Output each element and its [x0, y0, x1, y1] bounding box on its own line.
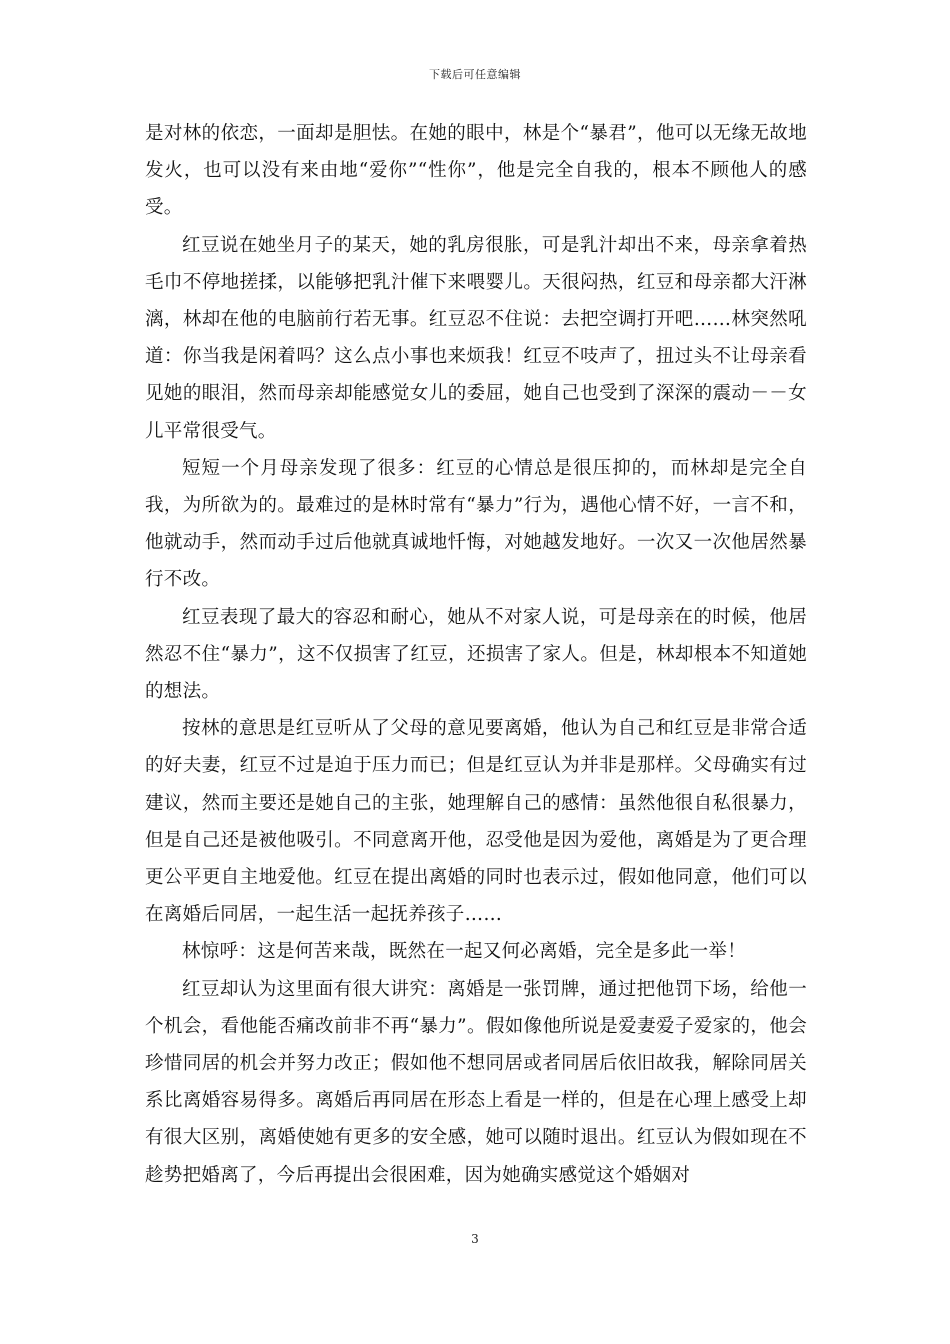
page-header: 下载后可任意编辑 [429, 68, 521, 81]
document-body [145, 115, 807, 1194]
paragraph: 红豆表现了最大的容忍和耐心，她从不对家人说，可是母亲在的时候，他居然忍不住“暴力”，这不仅损害了红豆，还损害了家人。但是，林却根本不知道她的想法。 [145, 606, 807, 703]
paragraph: 红豆却认为这里面有很大讲究：离婚是一张罚牌，通过把他罚下场，给他一个机会，看他能否痛改前非不再“暴力”。假如像他所说是爱妻爱子爱家的，他会珍惜同居的机会并努力改正；假如他不想同居或者同居后依旧故我，解除同居关系比离婚容易得多。离婚后再同居在形态上看是一样的，但是在心理上感受上却有很大区别，离婚使她有更多的安全感，她可以随时退出。红豆认为假如现在不趁势把婚离了，今后再提出会很困难，因为她确实感觉这个婚姻对 [145, 978, 807, 1186]
paragraph: 红豆说在她坐月子的某天，她的乳房很胀，可是乳汁却出不来，母亲拿着热毛巾不停地搓揉，以能够把乳汁催下来喂婴儿。天很闷热，红豆和母亲都大汗淋漓，林却在他的电脑前行若无事。红豆忍不住说：去把空调打开吧……林突然吼道：你当我是闲着吗？这么点小事也来烦我！红豆不吱声了，扭过头不让母亲看见她的眼泪，然而母亲却能感觉女儿的委屈，她自己也受到了深深的震动－－女儿平常很受气。 [145, 234, 807, 442]
paragraph-continuation: 是对林的依恋，一面却是胆怯。在她的眼中，林是个“暴君”，他可以无缘无故地发火，也可以没有来由地“爱你”“性你”，他是完全自我的，根本不顾他人的感受。 [145, 123, 807, 219]
paragraph: 按林的意思是红豆听从了父母的意见要离婚，他认为自己和红豆是非常合适的好夫妻，红豆不过是迫于压力而已；但是红豆认为并非是那样。父母确实有过建议，然而主要还是她自己的主张，她理解自己的感情：虽然他很自私很暴力，但是自己还是被他吸引。不同意离开他，忍受他是因为爱他，离婚是为了更合理更公平更自主地爱他。红豆在提出离婚的同时也表示过，假如他同意，他们可以在离婚后同居，一起生活一起抚养孩子…… [145, 718, 807, 926]
paragraph: 林惊呼：这是何苦来哉，既然在一起又何必离婚，完全是多此一举！ [182, 941, 747, 963]
page-number: 3 [471, 1232, 479, 1246]
paragraph: 短短一个月母亲发现了很多：红豆的心情总是很压抑的，而林却是完全自我，为所欲为的。最难过的是林时常有“暴力”行为，遇他心情不好，一言不和，他就动手，然而动手过后他就真诚地忏悔，对她越发地好。一次又一次他居然暴行不改。 [145, 457, 807, 591]
